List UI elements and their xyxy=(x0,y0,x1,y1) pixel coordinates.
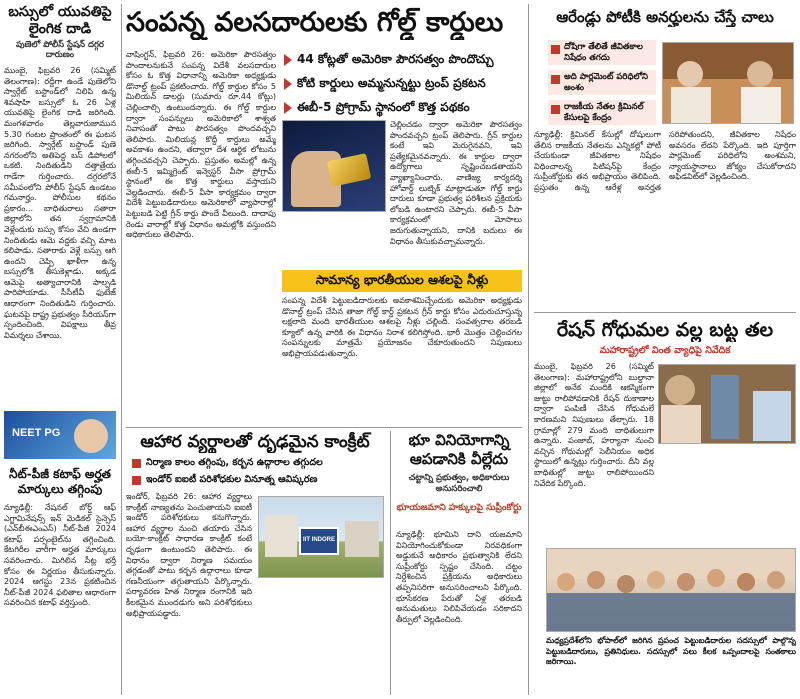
main-article-col2: చెల్లించడం ద్వారా అమెరికా పౌరసత్వం పొందవచ్చని ట్రంప్ తెలిపారు. గ్రీన్ కార్డుల కంటే ఇవి మెరుగైనవని, ఇవి ప్రత్యేకమైనవన్నారు. ఈ కార్డుల ద్వారా ఉద్యోగాలు సృష్టించబడతాయని వ్యాఖ్యానించారు. వాణిజ్య కార్యదర్శి హోవార్డ్ లుట్నిక్ మాట్లాడుతూ గోల్డ్ కార్డు దారులు కూడా ప్రభుత్వ పరిశీలన ప్రక్రియకు లోబడి ఉంటారని చెప్పారు. ఈబీ-5 వీసా కార్యక్రమంలో మోసాలు జరుగుతున్నాయని, దానికి బదులు ఈ విధానం తీసుకువచ్చామన్నారు. xyxy=(390,120,522,246)
sub-headline-box xyxy=(282,270,522,292)
square-bullet-icon xyxy=(132,459,141,468)
main-bullet: 44 కోట్లతో అమెరికా పౌరసత్వం పొందొచ్చు xyxy=(284,50,520,70)
left-column xyxy=(4,4,116,695)
neet-pg-banner: NEET PG xyxy=(12,427,61,439)
ration-headline: రేషన్ గోధుమల వల్ల బట్ట తల xyxy=(556,319,774,341)
main-headline: సంపన్న వలసదారులకు గోల్డ్ కార్డులు xyxy=(126,7,504,38)
triangle-bullet-icon xyxy=(284,78,292,90)
main-bullet: ఈబీ-5 ప్రోగ్రామ్ స్థానంలో కొత్త పథకం xyxy=(284,98,520,118)
gold-card-photo xyxy=(282,120,386,212)
right-bullet: అది పార్లమెంట్ పరిధిలోని అంశం xyxy=(548,70,656,95)
triangle-bullet-icon xyxy=(284,102,292,114)
left-headline: బస్సులో యువతిపై లైంగిక దాడి xyxy=(8,4,112,37)
iit-indore-sign: IIT INDORE xyxy=(302,537,335,543)
food-headline: ఆహార వ్యర్థాలతో దృఢమైన కాంక్రీట్ xyxy=(140,432,370,452)
main-bullet: కోటి కార్డులు అమ్మనున్నట్టు ట్రంప్ ప్రకటన xyxy=(284,74,520,94)
land-headline: భూ వినియోగాన్ని ఆపడానికి వీల్లేదు xyxy=(408,431,510,468)
food-bullet: నిర్మాణ కాలం తగ్గింపు, కర్బన ఉద్గారాల తగ్గుదల xyxy=(132,456,384,470)
food-article-body: ఇండోర్, ఫిబ్రవరి 26: ఆహార వ్యర్థాలు కాంక్రీట్ నాణ్యతను పెంచుతాయని ఐఐటీ ఇండోర్ పరిశోధకులు కనుగొన్నారు. ఆహార వ్యర్థాల నుంచి తయారు చేసిన బయో-కాంక్రీట్ సాధారణ కాంక్రీట్ కంటే దృఢంగా ఉంటుందని తెలిపారు. ఈ విధానం ద్వారా నిర్మాణ సమయం తగ్గడంతో పాటు కర్బన ఉద్గారాలు కూడా గణనీయంగా తగ్గుతాయని పేర్కొన్నారు. పర్యావరణ హిత నిర్మాణ రంగానికి ఇది కీలకమైన ముందడుగు అని పరిశోధకులు అభిప్రాయపడ్డారు. xyxy=(126,492,252,618)
ration-subhead: మహారాష్ట్రలో వింత వ్యాధిపై నివేదిక xyxy=(599,345,731,356)
hair-loss-photo xyxy=(658,364,796,444)
sub-headline: సామాన్య భారతీయుల ఆశలపై నీళ్లు xyxy=(315,271,489,287)
investors-summit-photo xyxy=(546,548,796,632)
square-bullet-icon xyxy=(551,75,560,84)
right-article-body: న్యూఢిల్లీ: క్రిమినల్ కేసుల్లో దోషులుగా తేలిన రాజకీయ నేతలను ఎన్నికల్లో పోటీ చేయకుండా జీవితకాల నిషేధం విధించాలన్న పిటిషన్‌పై కేంద్రం సుప్రీంకోర్టుకు తన అభిప్రాయం తెలిపింది. ప్రస్తుతం ఉన్న ఆరేళ్ల అనర్హత సరిపోతుందని, జీవితకాల నిషేధం అవసరం లేదని పేర్కొంది. ఇది పూర్తిగా పార్లమెంట్ పరిధిలోని అంశమని, న్యాయస్థానాలు జోక్యం చేసుకోరాదని అఫిడవిట్‌లో వెల్లడించింది. xyxy=(534,130,796,192)
left-article-body: ముంబై, ఫిబ్రవరి 26 (సమ్మిట్ తెలంగాణ): రద్దీగా ఉండే పుణెలోని స్వార్గేట్ బస్టాండ్‌లో నిలిపి ఉన్న శివషాహి బస్సులో ఓ 26 ఏళ్ల యువతిపై లైంగిక దాడి జరిగింది. మంగళవారం తెల్లవారుజామున 5.30 గంటల ప్రాంతంలో ఈ ఘటన జరిగింది. స్వార్గేట్ బస్టాండ్ పుణె నగరంలోని అతిపెద్ద బస్ డిపోలలో ఒకటి. నిందితుడిని దత్తాత్రేయ గాడేగా గుర్తించారు. దగ్గరలోనే సమీపంలోని పోలీస్ స్టేషన్ ఉండటం గమనార్హం. పోలీసుల కథనం ప్రకారం... బాధితురాలు సతారా జిల్లాలోని తన స్వగ్రామానికి వెళ్లేందుకు బస్సు కోసం వేచి ఉండగా నిందితుడు ఆమె వద్దకు వచ్చి మాట కలిపాడు. సతారాకు వెళ్లే బస్సు ఆగి ఉందని చెప్పి ఖాళీగా ఉన్న బస్సులోకి తీసుకెళ్లాడు. అక్కడ ఆమెపై అత్యాచారానికి పాల్పడి పారిపోయాడు. సీసీటీవీ ఫుటేజ్ ఆధారంగా నిందితుడిని గుర్తించారు. ఘటనపై రాష్ట్ర ప్రభుత్వం సీరియస్‌గా స్పందించింది. విపక్షాలు తీవ్ర విమర్శలు చేశాయి. xyxy=(4,66,116,340)
triangle-bullet-icon xyxy=(284,54,292,66)
food-bullets xyxy=(132,456,384,487)
food-bullet: ఇండోర్ ఐఐటీ పరిశోధకుల వినూత్న ఆవిష్కరణ xyxy=(132,473,384,487)
main-bullets xyxy=(284,50,520,118)
square-bullet-icon xyxy=(551,45,560,54)
right-bullet: దోషిగా తేలితే జీవితకాల నిషేధం తగదు xyxy=(548,40,656,65)
land-subhead-1: చట్టాన్ని ప్రభుత్వం, అధికారులు అనుసరించాలి xyxy=(408,473,510,494)
main-article-col1: వాషింగ్టన్, ఫిబ్రవరి 26: అమెరికా పౌరసత్వం పొందాలనుకునే సంపన్న విదేశీ వలసదారుల కోసం ఓ కొత్త విధానాన్ని అమెరికా అధ్యక్షుడు డొనాల్డ్ ట్రంప్ ప్రకటించారు. గోల్డ్ కార్డుల కోసం 5 మిలియన్ డాలర్లు (సుమారు రూ.44 కోట్లు) చెల్లించాల్సి ఉంటుందన్నారు. ఈ గోల్డ్ కార్డుల ద్వారా సంపన్నులు అమెరికాలో శాశ్వత నివాసంతో పాటు పౌరసత్వం పొందవచ్చని తెలిపారు. మిలియన్ల కొద్దీ కార్డులు అమ్మే అవకాశం ఉందని, తద్వారా దేశ ఆర్థిక లోటును తగ్గించవచ్చని చెప్పారు. ప్రస్తుతం అమల్లో ఉన్న ఈబీ-5 ఇమ్మిగ్రెంట్ ఇన్వెస్టర్ వీసా ప్రోగ్రామ్ స్థానంలో ఈ కొత్త కార్డులు వస్తాయని వెల్లడించారు. ఈబీ-5 వీసా కార్యక్రమం ద్వారా విదేశీ పెట్టుబడిదారులు అమెరికాలో వ్యాపారాల్లో పెట్టుబడి పెట్టి గ్రీన్ కార్డు పొందే వీలుంది. దాదాపు రెండు వారాల్లో కొత్త విధానం అమల్లోకి వస్తుందని అధికారులు తెలిపారు. xyxy=(126,50,276,240)
square-bullet-icon xyxy=(132,476,141,485)
square-bullet-icon xyxy=(551,105,560,114)
neet-article-body: న్యూఢిల్లీ: నేషనల్ బోర్డ్ ఆఫ్ ఎగ్జామినేషన్స్ ఇన్ మెడికల్ సైన్సెస్ (ఎన్‌బీఈఎంఎస్) నీట్-పీజీ 2024 కటాఫ్ పర్సంటైల్‌ను తగ్గించింది. కేటగిరీల వారీగా అర్హత మార్కులు సవరించారు. మిగిలిన సీట్ల భర్తీ కోసం ఈ నిర్ణయం తీసుకున్నారు. 2024 ఆగస్టు 23న ప్రకటించిన నీట్-పీజీ 2024 ఫలితాల ఆధారంగా సవరించిన కటాఫ్ వర్తిస్తుంది. xyxy=(4,503,116,608)
neet-headline: నీట్-పీజీ కటాఫ్ అర్హత మార్కులు తగ్గింపు xyxy=(9,467,111,496)
ration-article-body: ముంబై, ఫిబ్రవరి 26 (సమ్మిట్ తెలంగాణ): మహారాష్ట్రలోని బుల్దానా జిల్లాలో అనేక మందికి ఆకస్మికంగా జుట్టు రాలిపోవడానికి రేషన్ దుకాణాల ద్వారా పంపిణీ చేసిన గోధుమలే కారణమని నిపుణులు తేల్చారు. 18 గ్రామాల్లో 279 మంది బాధితులుగా ఉన్నారు. పంజాబ్, హర్యానా నుంచి వచ్చిన గోధుమల్లో సెలీనియం అధిక స్థాయిలో ఉన్నట్లు గుర్తించారు. దీని వల్ల బాధితుల్లో జుట్టు రాలిపోయిందని నివేదిక పేర్కొంది. xyxy=(534,362,654,488)
land-subhead-2: భూయజమాని హక్కులపై సుప్రీంకోర్టు xyxy=(396,503,522,513)
land-article-body: న్యూఢిల్లీ: భూమిని దాని యజమాని వినియోగించుకోకుండా నిరవధికంగా అడ్డుకునే అధికారం ప్రభుత్వానికి లేదని సుప్రీంకోర్టు స్పష్టం చేసింది. చట్టం నిర్దేశించిన ప్రక్రియను అధికారులు తప్పనిసరిగా అనుసరించాలని పేర్కొంది. భూసేకరణ పేరుతో ఏళ్ల తరబడి అనుమతులు నిలిపివేయడం సరికాదని తీర్పులో వెల్లడించింది. xyxy=(396,530,522,624)
right-headline: ఆరేండ్లు పోటీకి అనర్హులను చేస్తే చాలు xyxy=(556,8,774,26)
summit-caption: మధ్యప్రదేశ్‌లోని భోపాల్‌లో జరిగిన ప్రపంచ పెట్టుబడిదారుల సదస్సులో పాల్గొన్న పెట్టుబడిదారులు, ప్రతినిధులు. సదస్సులో పలు కీలక ఒప్పందాలపై సంతకాలు జరిగాయి. xyxy=(546,636,796,666)
neet-pg-image xyxy=(4,411,116,459)
leaders-photo xyxy=(662,42,794,124)
right-bullet: రాజకీయ నేతల క్రిమినల్ కేసులపై కేంద్రం xyxy=(548,100,656,125)
right-bullets xyxy=(548,40,656,125)
left-subhead: పుణెలో పోలీస్ స్టేషన్ దగ్గర దారుణం xyxy=(16,40,104,60)
sub-article-body: సంపన్న విదేశీ పెట్టుబడిదారులకు అవకాశమిచ్చేందుకు అమెరికా అధ్యక్షుడు డొనాల్డ్ ట్రంప్ చేసిన తాజా గోల్డ్ కార్డ్ ప్రకటన గ్రీన్ కార్డు కోసం ఎదురుచూస్తున్న లక్షలాది మంది భారతీయుల ఆశలపై నీళ్లు చల్లింది. సంవత్సరాల తరబడి క్యూలో ఉన్న వారికి ఈ విధానం నిరాశ కలిగిస్తోంది. భారీ మొత్తం చెల్లించగల సంపన్నులకు మాత్రమే ప్రయోజనం చేకూరుతుందని నిపుణులు అభిప్రాయపడుతున్నారు. xyxy=(282,296,522,358)
iit-indore-photo xyxy=(258,496,384,578)
